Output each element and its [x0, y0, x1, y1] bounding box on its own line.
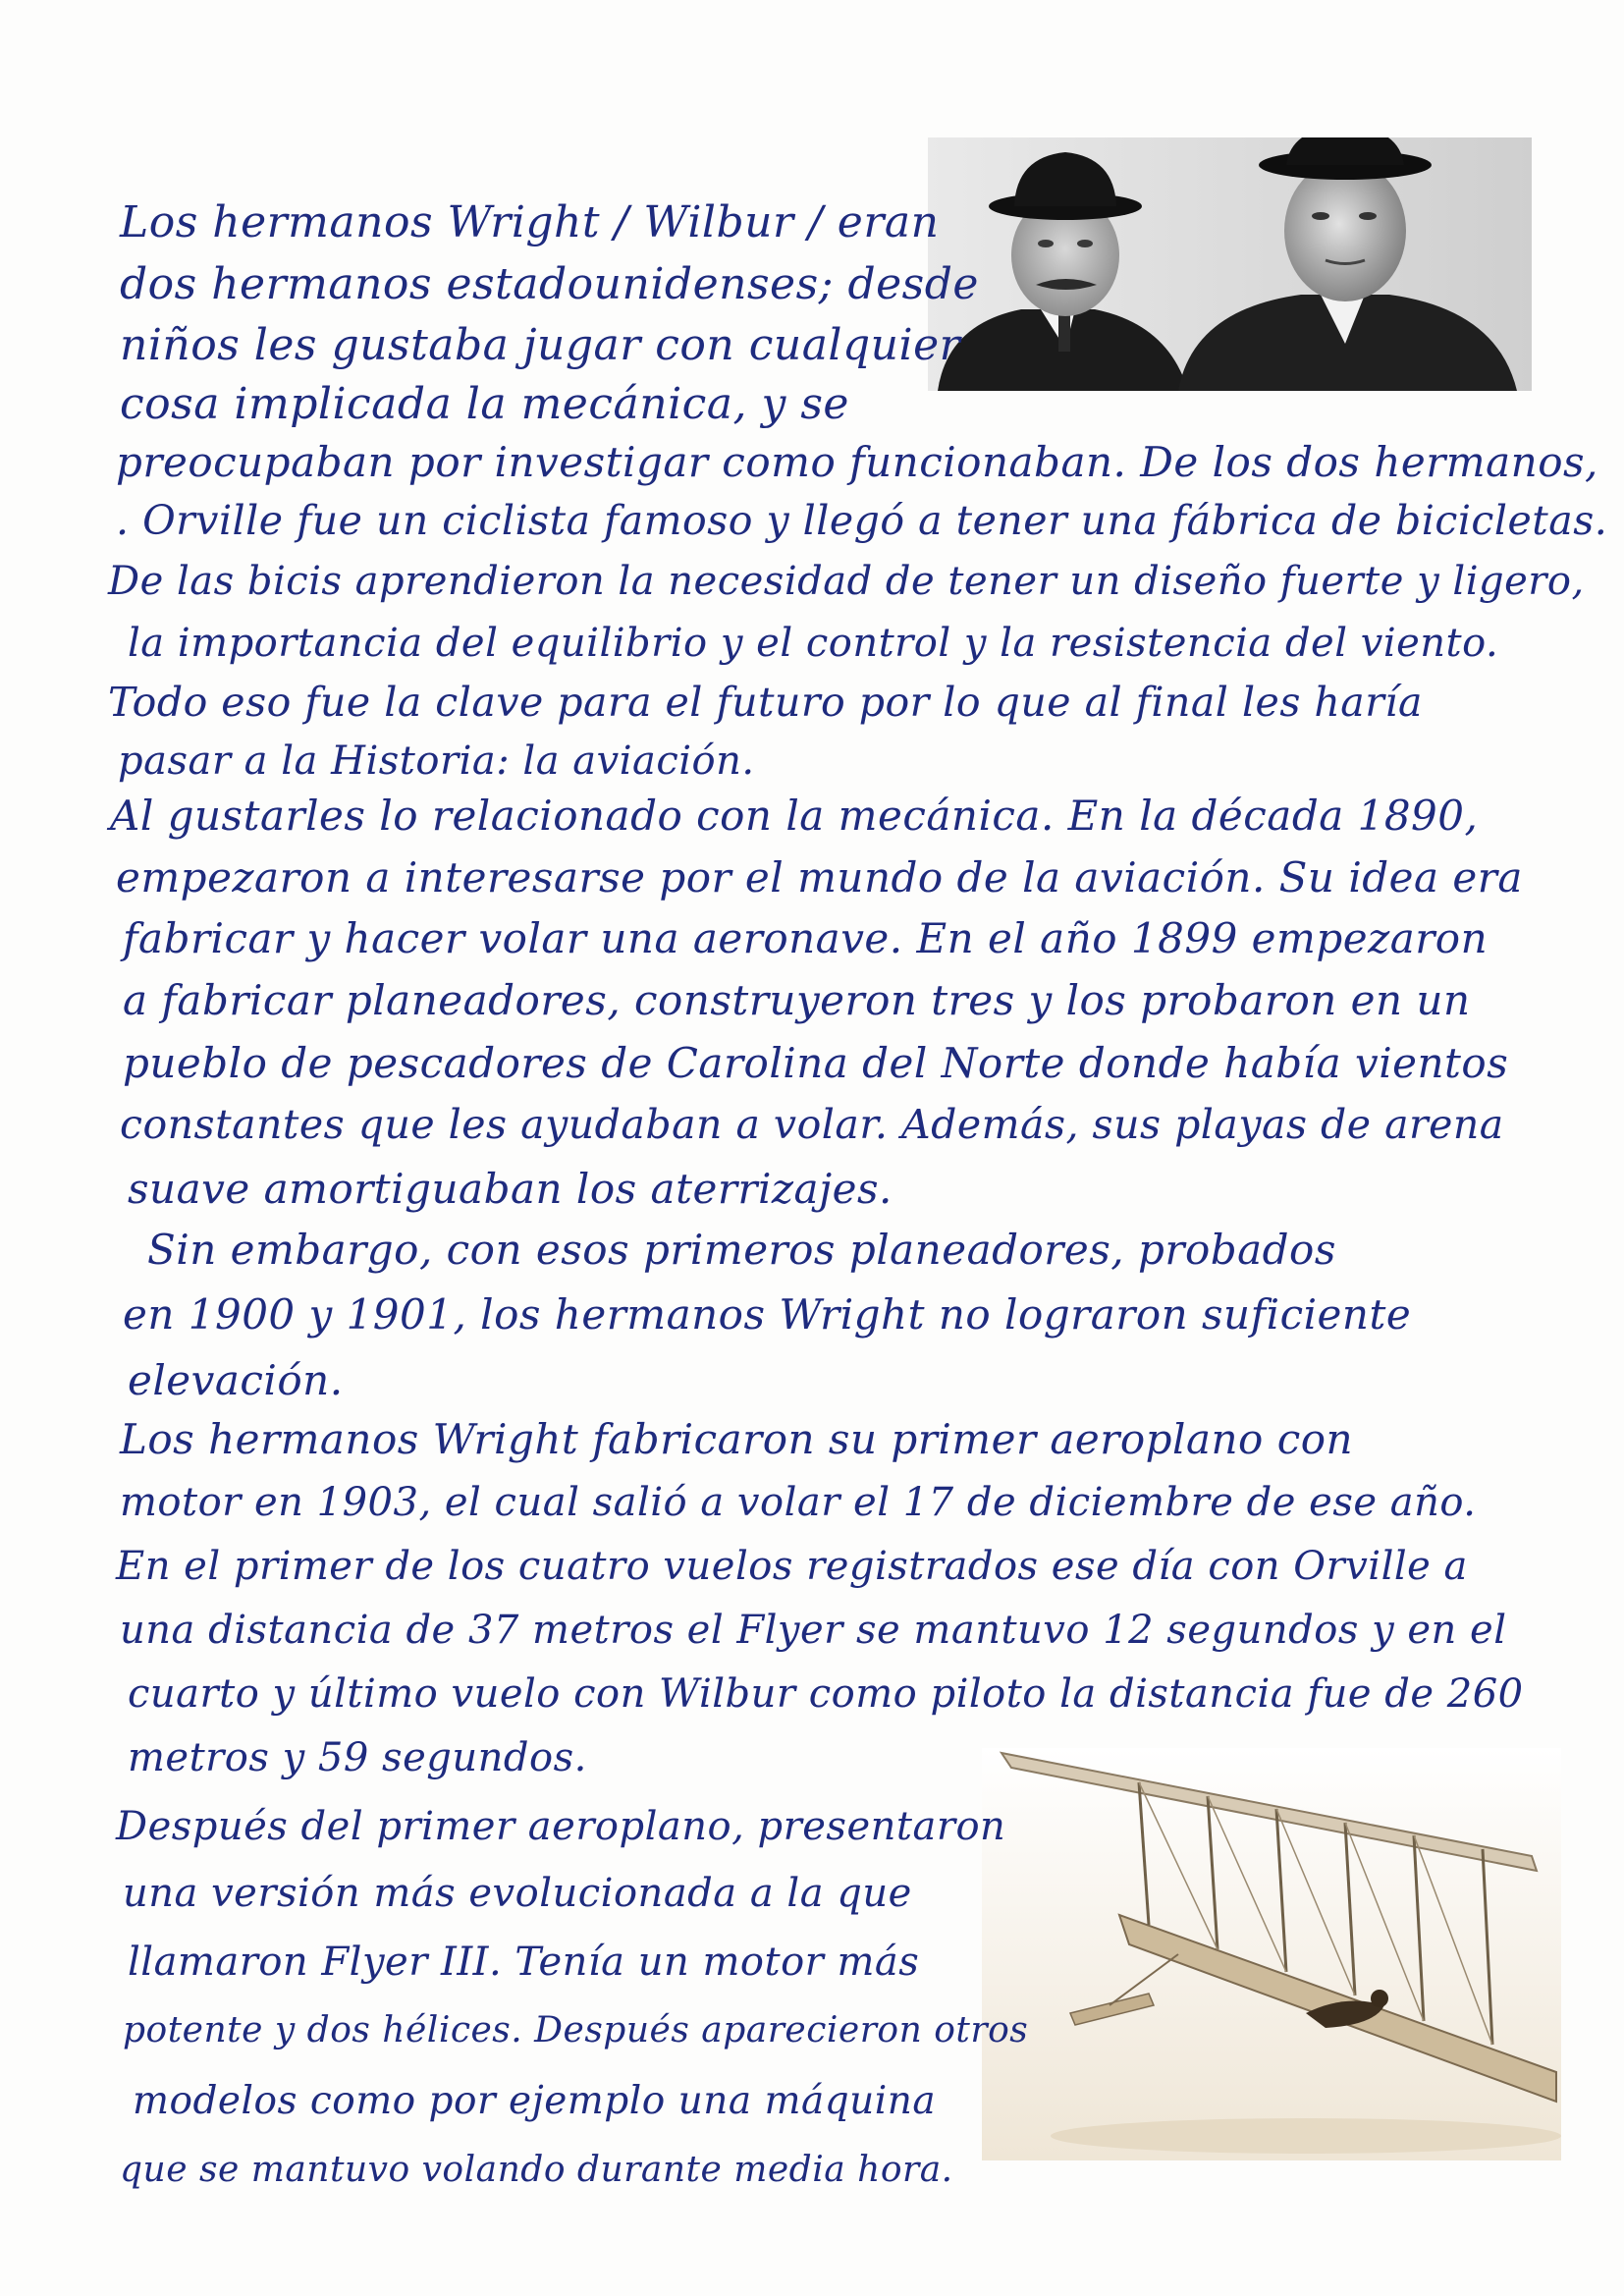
wright-brothers-photo — [928, 137, 1532, 391]
paragraph-2-line-6: constantes que les ayudaban a volar. Además, sus playas de arena — [120, 1101, 1504, 1148]
paragraph-1-line-3: niños les gustaba jugar con cualquier — [120, 320, 961, 370]
paragraph-4-line-1: Los hermanos Wright fabricaron su primer aeroplano con — [120, 1415, 1354, 1463]
paragraph-2-line-5: pueblo de pescadores de Carolina del Norte donde había vientos — [123, 1039, 1509, 1087]
paragraph-5-line-4: potente y dos hélices. Después aparecieron otros — [123, 2010, 1029, 2050]
paragraph-5-line-6: que se mantuvo volando durante media hora. — [120, 2150, 953, 2190]
paragraph-3-line-1: Sin embargo, con esos primeros planeadores, probados — [147, 1226, 1336, 1274]
paragraph-4-line-4: una distancia de 37 metros el Flyer se mantuvo 12 segundos y en el — [120, 1608, 1507, 1653]
paragraph-1-line-8: la importancia del equilibrio y el control y la resistencia del viento. — [128, 621, 1499, 666]
paragraph-4-line-3: En el primer de los cuatro vuelos registrados ese día con Orville a — [116, 1544, 1468, 1589]
paragraph-5-line-5: modelos como por ejemplo una máquina — [133, 2079, 937, 2123]
paragraph-2-line-7: suave amortiguaban los aterrizajes. — [128, 1165, 893, 1213]
paragraph-3-line-2: en 1900 y 1901, los hermanos Wright no lograron suficiente — [123, 1290, 1412, 1339]
paragraph-2-line-4: a fabricar planeadores, construyeron tres y los probaron en un — [123, 976, 1471, 1024]
paragraph-4-line-6: metros y 59 segundos. — [128, 1735, 587, 1780]
paragraph-2-line-1: Al gustarles lo relacionado con la mecánica. En la década 1890, — [110, 792, 1479, 840]
paragraph-4-line-2: motor en 1903, el cual salió a volar el 17 de diciembre de ese año. — [120, 1480, 1477, 1525]
paragraph-5-line-3: llamaron Flyer III. Tenía un motor más — [128, 1940, 920, 1985]
paragraph-3-line-3: elevación. — [128, 1356, 344, 1404]
paragraph-2-line-2: empezaron a interesarse por el mundo de la aviación. Su idea era — [116, 853, 1523, 902]
paragraph-5-line-2: una versión más evolucionada a la que — [123, 1871, 912, 1916]
glider-photo — [982, 1748, 1561, 2160]
paragraph-1-line-5: preocupaban por investigar como funcionaban. De los dos hermanos, — [116, 438, 1598, 486]
paragraph-1-line-2: dos hermanos estadounidenses; desde — [120, 259, 979, 309]
paragraph-5-line-1: Después del primer aeroplano, presentaron — [116, 1804, 1006, 1849]
paragraph-1-line-7: De las bicis aprendieron la necesidad de tener un diseño fuerte y ligero, — [108, 559, 1585, 604]
paragraph-1-line-10: pasar a la Historia: la aviación. — [118, 738, 755, 784]
paragraph-2-line-3: fabricar y hacer volar una aeronave. En el año 1899 empezaron — [123, 914, 1489, 962]
paragraph-4-line-5: cuarto y último vuelo con Wilbur como piloto la distancia fue de 260 — [128, 1671, 1524, 1717]
paragraph-1-line-1: Los hermanos Wright / Wilbur / eran — [120, 197, 940, 247]
paragraph-1-line-6: . Orville fue un ciclista famoso y llegó a tener una fábrica de bicicletas. — [116, 497, 1608, 544]
paragraph-1-line-4: cosa implicada la mecánica, y se — [120, 379, 849, 429]
paragraph-1-line-9: Todo eso fue la clave para el futuro por lo que al final les haría — [108, 679, 1423, 726]
